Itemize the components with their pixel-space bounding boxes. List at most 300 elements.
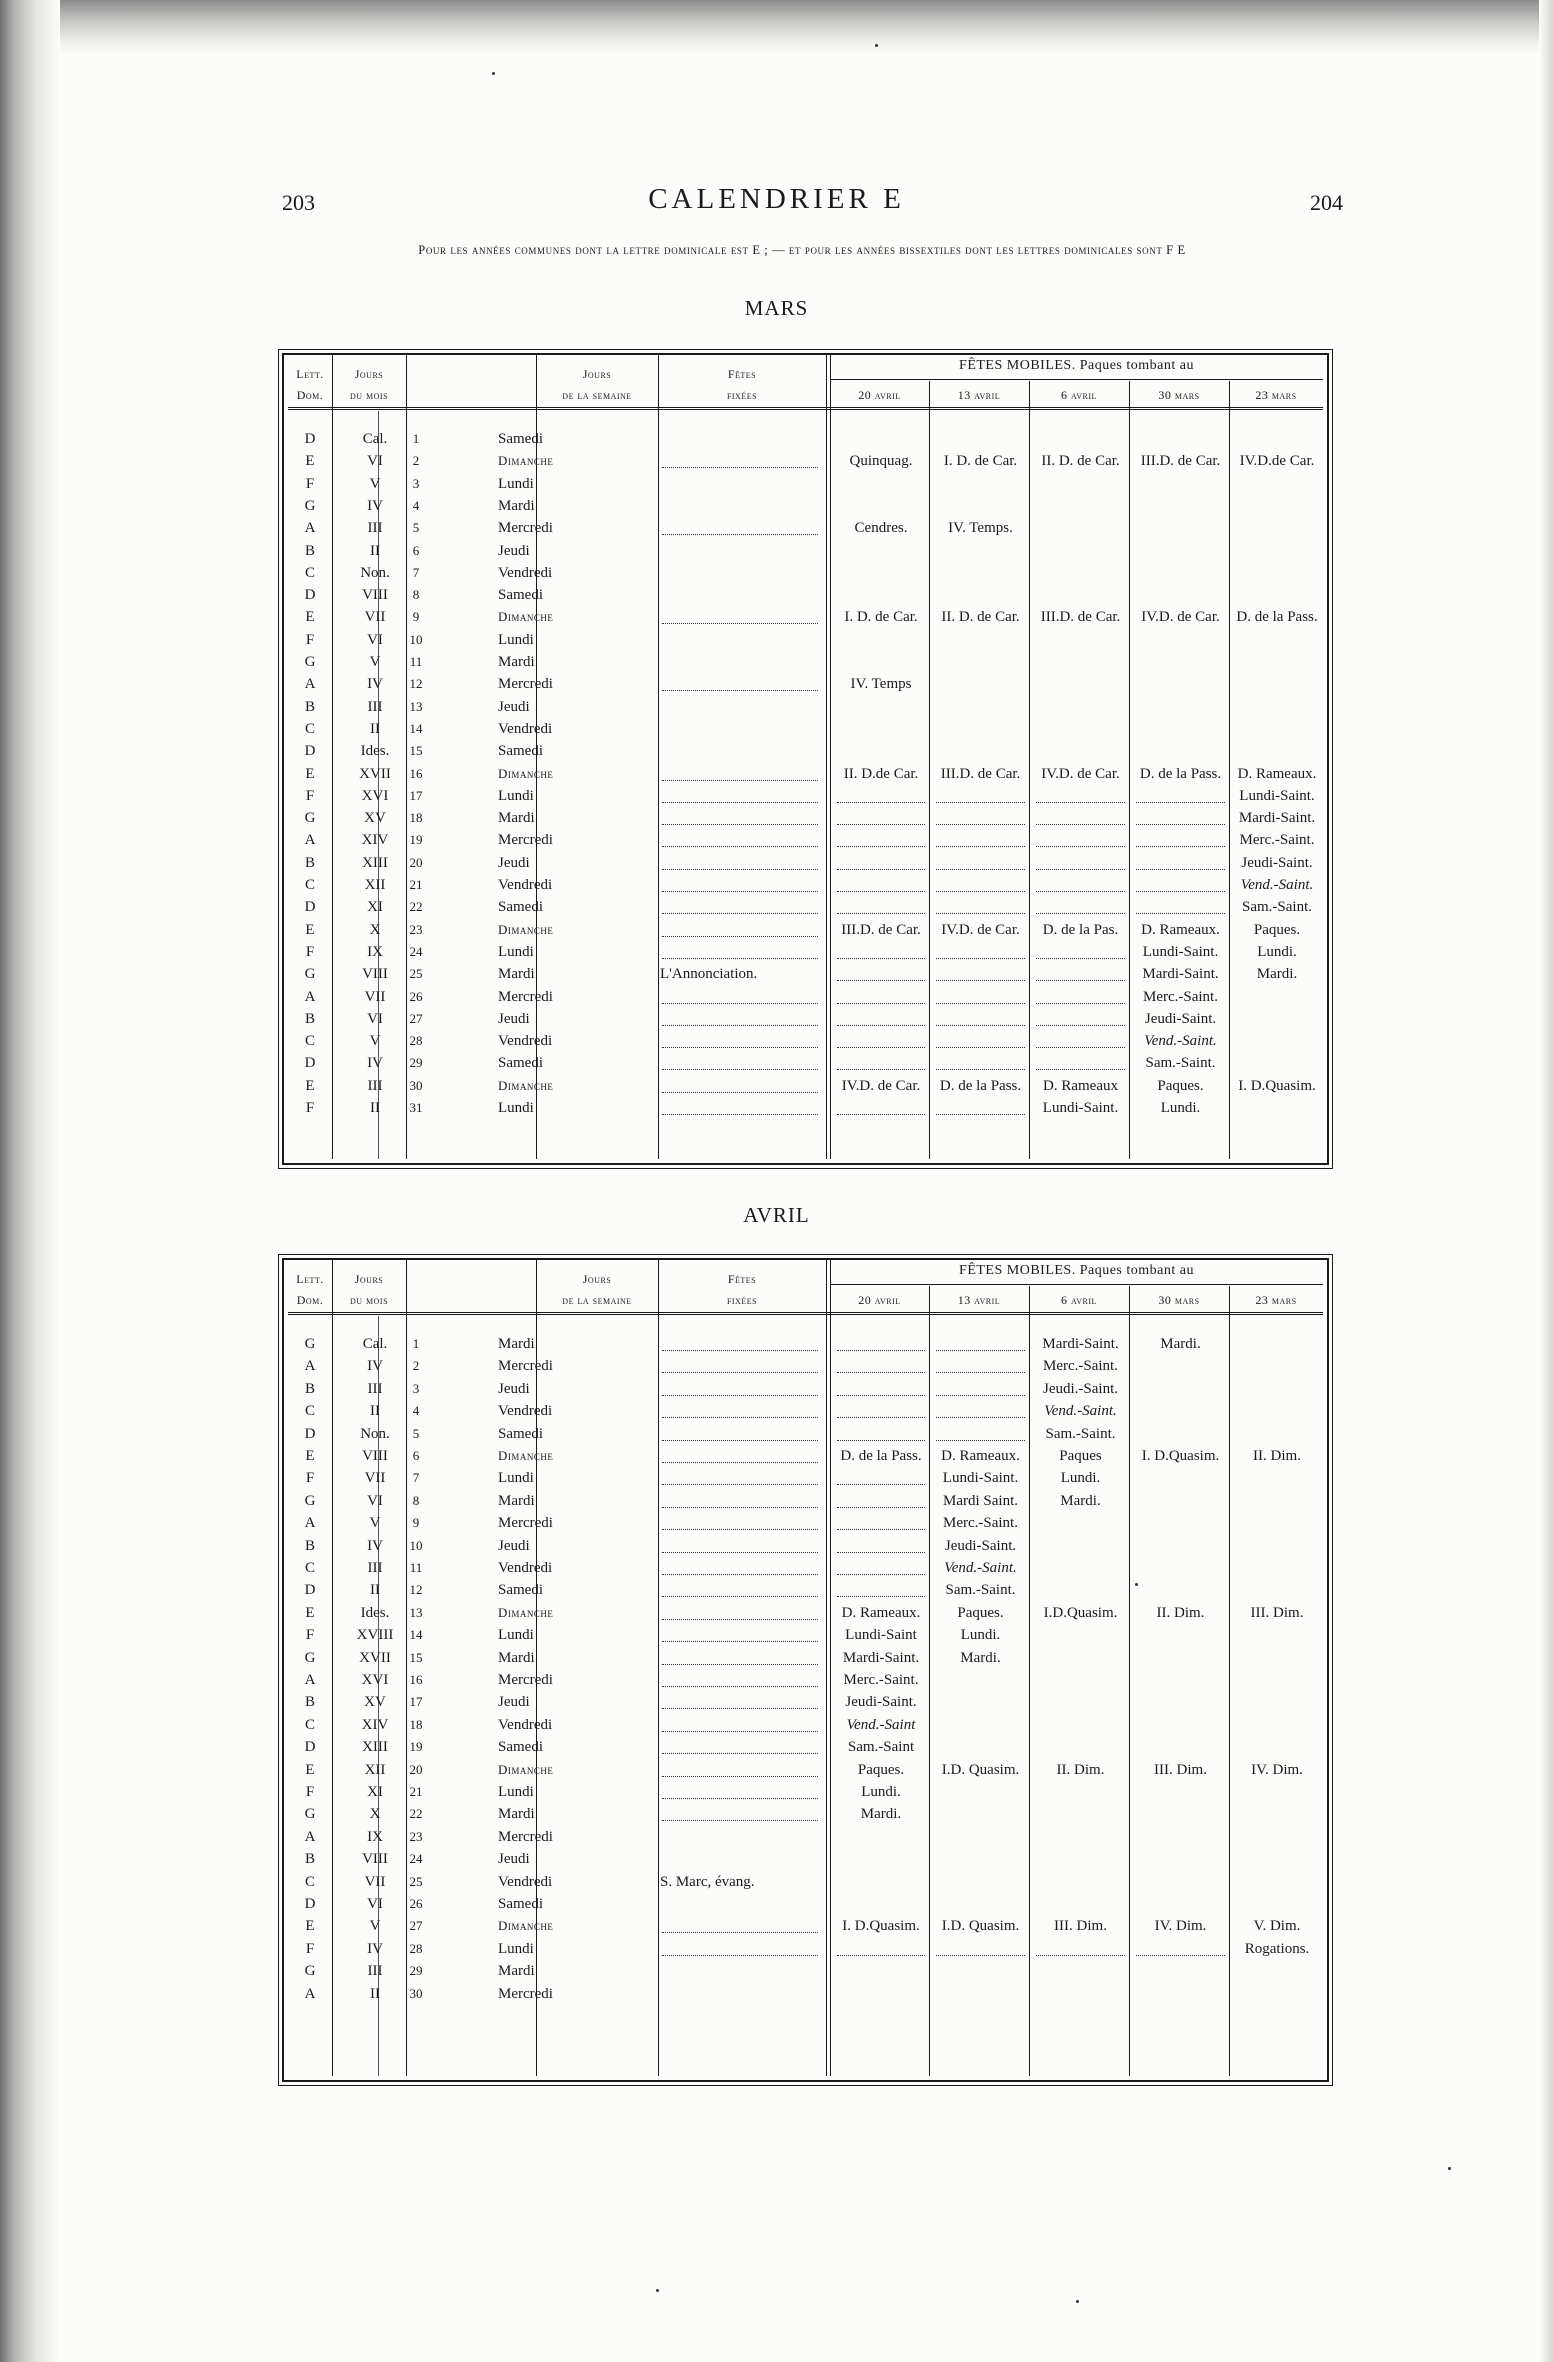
movable-feast: Rogations. <box>1244 1940 1310 1957</box>
movable-feast: Sam.-Saint <box>847 1739 915 1756</box>
movable-feast: Lundi-Saint. <box>942 1470 1019 1487</box>
day-number: 22 <box>409 899 423 915</box>
movable-feast: Mardi-Saint. <box>1238 810 1316 827</box>
movable-feast: III.D. de Car. <box>841 921 921 938</box>
dominical-letter: A <box>304 520 316 537</box>
dot-leader <box>837 855 925 870</box>
roman-date: Non. <box>360 564 390 581</box>
dominical-letter: G <box>304 1806 316 1823</box>
table-row <box>288 1849 1323 1871</box>
weekday: Samedi <box>498 743 543 760</box>
movable-feast: D. Rameaux. <box>1237 765 1317 782</box>
dot-leader <box>1036 899 1125 914</box>
day-number: 10 <box>409 631 423 647</box>
day-number: 21 <box>409 1784 423 1799</box>
dominical-letter: A <box>304 1515 316 1532</box>
table-row <box>288 1715 1323 1737</box>
movable-feast: Merc.-Saint. <box>1143 988 1218 1005</box>
dominical-letter: C <box>304 564 315 581</box>
dominical-letter: C <box>304 1033 315 1050</box>
movable-feast: D. de la Pas. <box>1042 921 1119 938</box>
movable-feast: Sam.-Saint. <box>1145 1055 1216 1072</box>
dot-leader <box>936 1055 1025 1070</box>
day-number: 24 <box>409 943 423 959</box>
movable-feast: III. Dim. <box>1250 1604 1304 1621</box>
dot-leader <box>936 877 1025 892</box>
table-row <box>288 697 1323 719</box>
roman-date: XVIII <box>356 1627 394 1644</box>
dominical-letter: A <box>304 676 316 693</box>
day-number: 27 <box>409 1918 423 1934</box>
fixed-feast <box>660 877 822 892</box>
movable-feast: Lundi. <box>1060 1470 1101 1487</box>
roman-date: V <box>369 654 381 670</box>
day-number: 15 <box>409 743 423 759</box>
dot-leader <box>837 1358 925 1373</box>
dot-leader <box>936 1100 1025 1115</box>
roman-date: IV <box>367 1537 383 1554</box>
roman-date: V <box>369 475 381 492</box>
fixed-feast <box>660 1941 822 1956</box>
header-paques-col: 20 avril <box>858 388 901 402</box>
movable-feast <box>832 1033 930 1048</box>
movable-feast <box>1031 832 1130 847</box>
roman-date: XVII <box>359 765 391 782</box>
roman-date: XIII <box>362 1739 388 1756</box>
header-rule <box>288 1312 1323 1315</box>
roman-date: III <box>367 520 383 537</box>
roman-date: IV <box>367 676 383 693</box>
table-row <box>288 630 1323 652</box>
roman-date: XIII <box>362 854 388 871</box>
weekday: Dimanche <box>498 1448 554 1463</box>
table-row <box>288 1692 1323 1714</box>
day-number: 30 <box>409 1077 423 1093</box>
table-row <box>288 1098 1323 1120</box>
roman-date: V <box>369 1918 381 1935</box>
day-number: 28 <box>409 1033 423 1049</box>
calendar-table-avril <box>282 1258 1329 2082</box>
header-jours-semaine: Jours <box>582 1272 612 1286</box>
dominical-letter: D <box>304 1739 316 1756</box>
roman-date: VI <box>367 631 383 648</box>
dominical-letter: D <box>304 587 316 604</box>
roman-date: XI <box>367 1784 383 1800</box>
weekday: Vendredi <box>498 1403 553 1420</box>
weekday: Vendredi <box>498 564 553 581</box>
movable-feast: Mardi. <box>960 1649 1001 1666</box>
movable-feast <box>931 989 1030 1004</box>
movable-feast <box>931 877 1030 892</box>
movable-feast: Quinquag. <box>849 453 913 470</box>
fixed-feast <box>660 922 822 937</box>
table-row <box>288 1894 1323 1916</box>
dominical-letter: B <box>304 1010 315 1027</box>
mobiles-rule <box>830 379 1323 380</box>
dot-leader <box>662 1538 818 1553</box>
fixed-feast <box>660 1033 822 1048</box>
weekday: Mercredi <box>498 1828 553 1845</box>
day-number: 17 <box>409 1694 423 1710</box>
dot-leader <box>936 1381 1025 1396</box>
weekday: Vendredi <box>498 1560 553 1576</box>
dominical-letter: F <box>305 631 315 648</box>
fixed-feast <box>660 1538 822 1553</box>
page-title: CALENDRIER E <box>648 183 905 215</box>
movable-feast <box>1131 788 1230 803</box>
table-row <box>288 1827 1323 1849</box>
weekday: Mercredi <box>498 832 553 849</box>
weekday: Mardi <box>498 1336 535 1352</box>
table-row <box>288 496 1323 518</box>
roman-date: VII <box>364 1873 386 1890</box>
header-lett: Lett. <box>296 1272 324 1286</box>
movable-feast: Sam.-Saint. <box>1045 1425 1116 1442</box>
table-row <box>288 1916 1323 1938</box>
day-number: 18 <box>409 810 423 826</box>
table-row <box>288 897 1323 919</box>
dot-leader <box>837 1381 925 1396</box>
day-number: 23 <box>409 1828 423 1844</box>
fixed-feast <box>660 1918 822 1933</box>
dot-leader <box>936 832 1025 847</box>
weekday: Jeudi <box>498 698 530 715</box>
roman-date: XIV <box>361 1716 389 1733</box>
header-fixees: fixées <box>726 388 758 402</box>
day-number: 19 <box>409 1739 423 1755</box>
day-number: 13 <box>409 1604 423 1620</box>
movable-feast: D. Rameaux. <box>941 1448 1020 1464</box>
weekday: Lundi <box>498 1100 534 1116</box>
header-du-mois: du mois <box>349 1293 389 1307</box>
header-paques-col: 6 avril <box>1061 388 1097 402</box>
movable-feast <box>931 1426 1030 1441</box>
table-row <box>288 964 1323 986</box>
day-number: 10 <box>409 1537 423 1553</box>
movable-feast <box>1031 1055 1130 1070</box>
dominical-letter: F <box>305 475 315 492</box>
movable-feast: Merc.-Saint. <box>843 1672 919 1688</box>
dot-leader <box>662 1672 818 1687</box>
weekday: Mardi <box>498 654 535 670</box>
dot-leader <box>837 1011 925 1026</box>
roman-date: VII <box>364 609 386 626</box>
weekday: Mardi <box>498 810 535 827</box>
dot-leader <box>662 1033 818 1048</box>
dominical-letter: A <box>304 1985 316 2002</box>
fixed-feast <box>660 1470 822 1485</box>
header-dom: Dom. <box>296 1293 324 1307</box>
table-row <box>288 1872 1323 1894</box>
roman-date: II <box>370 542 380 559</box>
movable-feast <box>1031 1011 1130 1026</box>
movable-feast <box>931 1941 1030 1956</box>
movable-feast <box>832 1560 930 1575</box>
weekday: Mardi <box>498 966 535 983</box>
day-number: 29 <box>409 1055 423 1071</box>
table-row <box>288 674 1323 696</box>
roman-date: XV <box>364 810 386 827</box>
movable-feast: Mardi-Saint. <box>842 1649 920 1666</box>
dot-leader <box>936 1336 1025 1351</box>
movable-feast <box>832 1470 930 1485</box>
dominical-letter: F <box>305 943 315 960</box>
roman-date: VI <box>367 1896 383 1912</box>
header-paques-col: 13 avril <box>957 1293 1001 1307</box>
dot-leader <box>662 1336 818 1351</box>
movable-feast: Vend.-Saint. <box>1044 1403 1117 1420</box>
dot-leader <box>662 676 818 691</box>
table-row <box>288 741 1323 763</box>
dominical-letter: B <box>304 698 315 715</box>
movable-feast <box>832 1426 930 1441</box>
page-number-right: 204 <box>1310 190 1343 215</box>
dot-leader <box>1036 832 1125 847</box>
roman-date: IV <box>367 1940 383 1957</box>
table-row <box>288 1961 1323 1983</box>
table-row <box>288 1603 1323 1625</box>
dot-leader <box>837 788 925 803</box>
dot-leader <box>936 1358 1025 1373</box>
dot-leader <box>662 766 818 781</box>
header-de-la-semaine: de la semaine <box>562 1293 632 1307</box>
movable-feast <box>931 1100 1030 1115</box>
movable-feast <box>931 855 1030 870</box>
movable-feast: IV. Temps. <box>948 520 1013 537</box>
scan-speck <box>492 72 495 75</box>
movable-feast: IV.D.de Car. <box>1239 453 1315 470</box>
movable-feast: D. de la Pass. <box>939 1077 1022 1094</box>
scan-edge-left <box>0 0 60 2362</box>
dot-leader <box>662 1694 818 1709</box>
dominical-letter: B <box>304 1851 315 1868</box>
dot-leader <box>662 1100 818 1115</box>
dot-leader <box>1136 788 1225 803</box>
weekday: Jeudi <box>498 1380 530 1397</box>
dot-leader <box>837 966 925 981</box>
movable-feast <box>931 810 1030 825</box>
dot-leader <box>662 1627 818 1642</box>
day-number: 26 <box>409 988 423 1004</box>
roman-date: VI <box>367 1492 383 1509</box>
day-number: 3 <box>412 475 420 491</box>
dot-leader <box>662 1055 818 1070</box>
weekday: Lundi <box>498 787 534 804</box>
fixed-feast <box>660 1403 822 1418</box>
roman-date: XIV <box>361 832 389 849</box>
movable-feast: Paques. <box>1253 921 1301 938</box>
dominical-letter: G <box>304 810 316 827</box>
roman-date: IV <box>367 1358 383 1375</box>
dominical-letter: D <box>304 1425 316 1442</box>
dot-leader <box>837 832 925 847</box>
dominical-letter: G <box>304 497 316 514</box>
movable-feast: II. D. de Car. <box>1041 453 1120 470</box>
movable-feast <box>1131 899 1230 914</box>
table-row <box>288 585 1323 607</box>
movable-feast: Lundi. <box>1257 943 1297 960</box>
dot-leader <box>662 922 818 937</box>
day-number: 20 <box>409 854 423 870</box>
dominical-letter: F <box>305 787 315 804</box>
dominical-letter: F <box>305 1100 315 1116</box>
movable-feast <box>1031 899 1130 914</box>
dot-leader <box>662 832 818 847</box>
movable-feast: III.D. de Car. <box>1140 453 1221 470</box>
day-number: 17 <box>409 787 423 803</box>
movable-feast: III. Dim. <box>1054 1918 1107 1935</box>
movable-feast: Jeudi-Saint. <box>944 1537 1017 1554</box>
scan-edge-right <box>1539 0 1553 2362</box>
day-number: 11 <box>409 1560 423 1575</box>
table-row <box>288 987 1323 1009</box>
header-lett: Lett. <box>296 367 324 381</box>
movable-feast: I.D.Quasim. <box>1043 1604 1118 1621</box>
dot-leader <box>1036 788 1125 803</box>
dot-leader <box>662 899 818 914</box>
fixed-feast <box>660 520 822 535</box>
weekday: Samedi <box>498 899 543 916</box>
weekday: Mercredi <box>498 520 553 537</box>
roman-date: XI <box>367 899 383 916</box>
movable-feast: Lundi-Saint. <box>1042 1100 1119 1116</box>
weekday: Lundi <box>498 1784 534 1800</box>
fixed-feast <box>660 1605 822 1620</box>
roman-date: VIII <box>362 1448 388 1464</box>
fixed-feast: L'Annonciation. <box>660 966 758 983</box>
movable-feast: II. D.de Car. <box>843 765 919 782</box>
roman-date: V <box>369 1033 381 1050</box>
movable-feast <box>832 1055 930 1070</box>
table-row <box>288 1009 1323 1031</box>
roman-date: VI <box>367 453 383 470</box>
movable-feast <box>832 855 930 870</box>
movable-feast <box>832 966 930 981</box>
scan-edge-top <box>0 0 1553 55</box>
movable-feast: Lundi. <box>861 1784 901 1800</box>
dot-leader <box>662 1493 818 1508</box>
fixed-feast <box>660 1784 822 1799</box>
movable-feast <box>1031 966 1130 981</box>
movable-feast <box>832 788 930 803</box>
movable-feast: II. Dim. <box>1253 1448 1301 1464</box>
fixed-feast <box>660 788 822 803</box>
weekday: Mardi <box>498 1649 535 1666</box>
movable-feast: D. de la Pass. <box>840 1448 922 1464</box>
scan-speck <box>1448 2167 1451 2170</box>
dot-leader <box>662 1381 818 1396</box>
dot-leader <box>662 1582 818 1597</box>
dominical-letter: D <box>304 1055 316 1072</box>
weekday: Jeudi <box>498 1010 530 1027</box>
fixed-feast <box>660 1806 822 1821</box>
roman-date: III <box>367 1380 383 1397</box>
roman-date: Non. <box>360 1425 390 1442</box>
movable-feast: Paques. <box>1157 1077 1204 1094</box>
weekday: Dimanche <box>498 1077 554 1093</box>
table-row <box>288 1424 1323 1446</box>
calendar-table-mars <box>282 353 1329 1165</box>
table-row <box>288 1625 1323 1647</box>
dot-leader <box>936 944 1025 959</box>
dot-leader <box>662 989 818 1004</box>
roman-date: III <box>367 698 383 715</box>
movable-feast: Vend.-Saint <box>846 1716 916 1733</box>
dot-leader <box>837 1100 925 1115</box>
movable-feast: Sam.-Saint. <box>1242 899 1312 916</box>
day-number: 9 <box>412 1515 420 1531</box>
header-jours-mois: Jours <box>354 1272 384 1286</box>
movable-feast <box>1031 788 1130 803</box>
dominical-letter: D <box>304 431 316 447</box>
movable-feast: D. Rameaux. <box>841 1604 921 1621</box>
movable-feast <box>931 1033 1030 1048</box>
roman-date: X <box>369 1806 381 1823</box>
dot-leader <box>1036 1941 1125 1956</box>
weekday: Jeudi <box>498 1694 530 1711</box>
dot-leader <box>662 877 818 892</box>
fixed-feast <box>660 1627 822 1642</box>
movable-feast <box>1031 1033 1130 1048</box>
header-paques-col: 13 avril <box>957 388 1001 402</box>
roman-date: II <box>370 720 380 737</box>
roman-date: VIII <box>362 966 388 983</box>
dominical-letter: G <box>304 966 316 983</box>
movable-feast: Mardi. <box>1060 1492 1101 1509</box>
movable-feast: D. de la Pass. <box>1236 609 1318 626</box>
dominical-letter: A <box>304 1358 316 1375</box>
dot-leader <box>662 1739 818 1754</box>
dot-leader <box>662 1358 818 1373</box>
dot-leader <box>662 1941 818 1956</box>
fixed-feast: S. Marc, évang. <box>660 1873 755 1890</box>
movable-feast: Vend.-Saint. <box>944 1560 1017 1576</box>
movable-feast: I. D. de Car. <box>844 609 918 626</box>
fixed-feast <box>660 1694 822 1709</box>
table-row <box>288 1053 1323 1075</box>
table-row <box>288 719 1323 741</box>
dominical-letter: A <box>304 832 316 849</box>
movable-feast <box>931 899 1030 914</box>
dominical-letter: E <box>305 765 315 782</box>
table-row <box>288 652 1323 674</box>
movable-feast <box>931 1055 1030 1070</box>
movable-feast: I.D. Quasim. <box>941 1918 1020 1935</box>
header-jours-mois: Jours <box>354 367 384 381</box>
day-number: 5 <box>412 520 420 536</box>
movable-feast: I. D.Quasim. <box>842 1918 920 1935</box>
dominical-letter: B <box>304 1537 315 1554</box>
header-paques-col: 30 mars <box>1158 388 1200 402</box>
day-number: 24 <box>409 1851 423 1867</box>
movable-feast <box>1131 810 1230 825</box>
movable-feast: Mardi. <box>860 1806 902 1823</box>
weekday: Samedi <box>498 587 543 604</box>
fixed-feast <box>660 1426 822 1441</box>
weekday: Dimanche <box>498 1761 554 1777</box>
day-number: 8 <box>412 587 420 603</box>
day-number: 21 <box>409 877 423 892</box>
table-row <box>288 1984 1323 2006</box>
fixed-feast <box>660 1100 822 1115</box>
roman-date: II <box>370 1582 380 1599</box>
dot-leader <box>837 877 925 892</box>
dot-leader <box>936 1403 1025 1418</box>
fixed-feast <box>660 1560 822 1575</box>
dot-leader <box>1036 1055 1125 1070</box>
movable-feast <box>832 1100 930 1115</box>
day-number: 4 <box>412 497 420 513</box>
